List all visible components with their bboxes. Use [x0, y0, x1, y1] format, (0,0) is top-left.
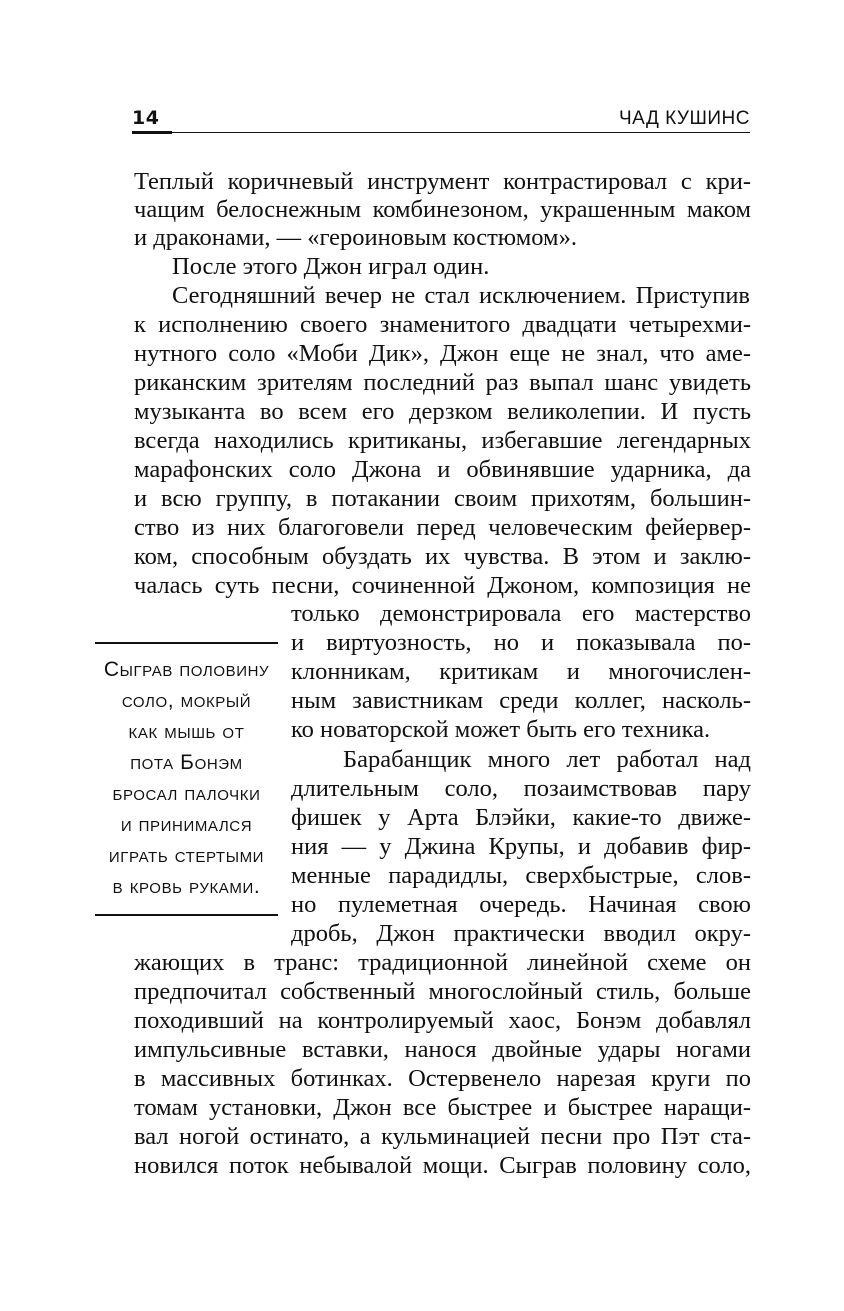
- pull-quote-line: пота Бонэм: [130, 751, 243, 774]
- pull-quote-line: играть стертыми: [108, 844, 265, 867]
- pull-quote-line: Сыграв половину: [103, 658, 270, 681]
- text-line: нутного соло «Моби Дик», Джон еще не знал, что аме-: [134, 340, 751, 367]
- text-line: только демонстрировала его мастерство: [291, 600, 751, 627]
- pull-quote-line: и принимался: [120, 813, 253, 836]
- text-line: марафонских соло Джона и обвинявшие ударника, да: [134, 456, 751, 483]
- text-line: менные парадидлы, сверхбыстрые, слов-: [291, 862, 751, 889]
- text-line: ния — у Джина Крупы, и добавив фир-: [291, 833, 751, 860]
- header-rule-accent: [132, 131, 172, 134]
- text-line: всегда находились критиканы, избегавшие легендарных: [134, 427, 751, 454]
- text-line: томам установки, Джон все быстрее и быстрее наращи-: [134, 1094, 751, 1121]
- text-line: и виртуозность, но и показывала по-: [291, 629, 751, 656]
- text-line: вал ногой остинато, а кульминацией песни про Пэт ста-: [134, 1123, 751, 1150]
- pull-quote-bottom-rule: [95, 914, 278, 916]
- text-line: Барабанщик много лет работал над: [343, 746, 751, 773]
- text-line: фишек у Арта Блэйки, какие-то движе-: [291, 804, 751, 831]
- pull-quote-top-rule: [95, 642, 278, 644]
- text-line: чащим белоснежным комбинезоном, украшенным маком: [134, 196, 751, 223]
- text-line: клонникам, критикам и многочислен-: [291, 658, 751, 685]
- text-line: новился поток небывалой мощи. Сыграв половину соло,: [134, 1152, 751, 1179]
- text-line: и драконами, — «героиновым костюмом».: [134, 224, 577, 251]
- text-line: Сегодняшний вечер не стал исключением. Приступив: [172, 282, 750, 309]
- text-line: но пулеметная очередь. Начиная свою: [291, 891, 751, 918]
- text-line: в массивных ботинках. Остервенело нарезая круги по: [134, 1065, 751, 1092]
- text-line: ко новаторской может быть его техника.: [291, 716, 711, 743]
- text-line: Теплый коричневый инструмент контрастировал с кри-: [134, 168, 751, 195]
- text-line: музыканта во всем его дерзком великолепии. И пусть: [134, 398, 751, 425]
- text-line: предпочитал собственный многослойный стиль, больше: [134, 978, 751, 1005]
- pull-quote-line: соло, мокрый: [121, 689, 252, 712]
- text-line: походивший на контролируемый хаос, Бонэм добавлял: [134, 1007, 751, 1034]
- running-title: ЧАД КУШИНС: [619, 108, 750, 129]
- pull-quote-line: бросал палочки: [112, 782, 261, 805]
- text-line: длительным соло, позаимствовав пару: [291, 775, 751, 802]
- text-line: После этого Джон играл один.: [172, 253, 490, 280]
- pull-quote-line: в кровь руками.: [112, 875, 261, 898]
- text-line: дробь, Джон практически вводил окру-: [291, 920, 751, 947]
- text-line: риканским зрителям последний раз выпал шанс увидеть: [134, 369, 751, 396]
- text-line: ным завистникам среди коллег, насколь-: [291, 687, 751, 714]
- header-rule: [172, 132, 750, 133]
- text-line: ком, способным обуздать их чувства. В этом и заклю-: [134, 543, 751, 570]
- pull-quote-line: как мышь от: [128, 720, 245, 743]
- text-line: ство из них благоговели перед человеческим фейервер-: [134, 514, 751, 541]
- page-number: 14: [132, 107, 160, 129]
- text-line: жающих в транс: традиционной линейной схеме он: [134, 949, 751, 976]
- text-line: к исполнению своего знаменитого двадцати четырехми-: [134, 311, 751, 338]
- text-line: чалась суть песни, сочиненной Джоном, композиция не: [134, 572, 751, 599]
- text-line: импульсивные вставки, нанося двойные удары ногами: [134, 1036, 751, 1063]
- text-line: и всю группу, в потакании своим прихотям, большин-: [134, 485, 751, 512]
